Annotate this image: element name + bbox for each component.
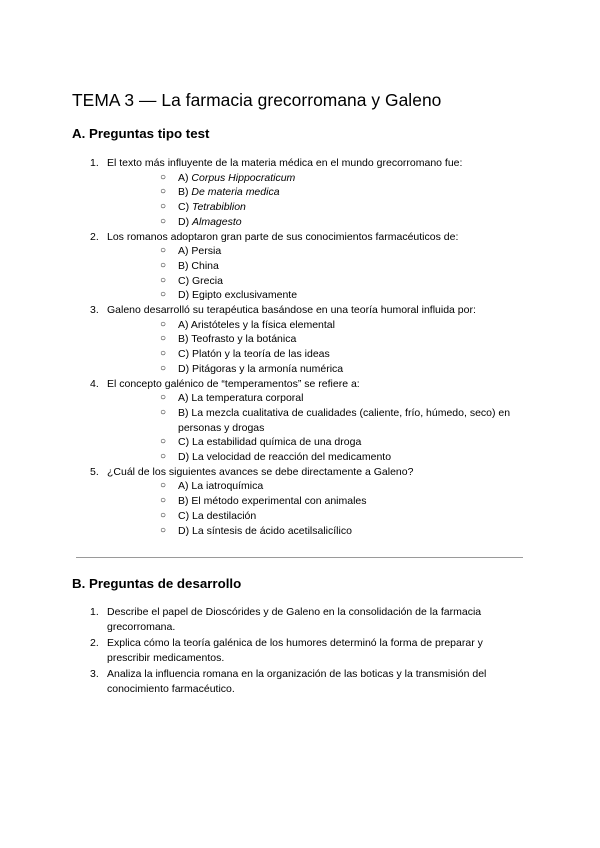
option-text: Corpus Hippocraticum xyxy=(191,171,296,184)
page-title: TEMA 3 — La farmacia grecorromana y Galeno xyxy=(72,90,442,110)
option-list xyxy=(107,391,532,465)
option-text: A) La iatroquímica xyxy=(178,480,264,493)
option-text: C) La destilación xyxy=(178,509,257,522)
circle-bullet-icon: ○ xyxy=(160,509,167,521)
option-a xyxy=(107,171,532,186)
option-letter: B) xyxy=(178,186,192,199)
option-text: B) Teofrasto y la botánica xyxy=(178,333,297,346)
circle-bullet-icon: ○ xyxy=(160,201,167,213)
question-number: 3. xyxy=(90,304,99,317)
question-text: El texto más influyente de la materia médica en el mundo grecorromano fue: xyxy=(107,157,463,169)
section-a-title: A. Preguntas tipo test xyxy=(72,126,210,141)
circle-bullet-icon: ○ xyxy=(160,245,167,257)
option-text: B) El método experimental con animales xyxy=(178,495,367,508)
option-text: De materia medica xyxy=(191,186,280,199)
option-list xyxy=(107,318,532,377)
option-d xyxy=(107,524,532,539)
circle-bullet-icon: ○ xyxy=(160,186,167,198)
circle-bullet-icon: ○ xyxy=(160,274,167,286)
option-text: D) La síntesis de ácido acetilsalicílico xyxy=(178,524,352,537)
option-letter: A) xyxy=(178,171,192,184)
option-text: Almagesto xyxy=(192,215,242,228)
question-text: Galeno desarrolló su terapéutica basándose en una teoría humoral influida por: xyxy=(107,304,476,317)
question-4 xyxy=(72,377,532,465)
option-text: C) La estabilidad química de una droga xyxy=(178,436,362,449)
option-list xyxy=(107,244,532,303)
question-1 xyxy=(72,156,532,230)
option-c xyxy=(107,200,532,215)
option-text: D) Egipto exclusivamente xyxy=(178,289,298,302)
option-text: A) La temperatura corporal xyxy=(178,392,304,405)
option-c xyxy=(107,347,532,362)
circle-bullet-icon: ○ xyxy=(160,171,167,183)
option-b xyxy=(107,406,532,435)
question-text: El concepto galénico de “temperamentos” se refiere a: xyxy=(107,377,360,390)
section-divider xyxy=(76,557,523,558)
question-5 xyxy=(72,465,532,539)
circle-bullet-icon: ○ xyxy=(160,259,167,271)
option-d xyxy=(107,215,532,230)
essay-question-1 xyxy=(72,605,517,636)
option-a xyxy=(107,479,532,494)
option-a xyxy=(107,391,532,406)
circle-bullet-icon: ○ xyxy=(160,348,167,360)
circle-bullet-icon: ○ xyxy=(160,289,167,301)
option-text: D) La velocidad de reacción del medicamento xyxy=(178,451,392,464)
option-d xyxy=(107,288,532,303)
circle-bullet-icon: ○ xyxy=(160,524,167,536)
circle-bullet-icon: ○ xyxy=(160,436,167,448)
option-text: Tetrabiblion xyxy=(192,201,246,214)
question-2 xyxy=(72,230,532,304)
essay-question-3 xyxy=(72,667,517,698)
option-text: B) China xyxy=(178,259,219,272)
option-letter: C) xyxy=(178,201,192,214)
option-list xyxy=(107,479,532,538)
multiple-choice-list xyxy=(72,156,532,538)
question-number: 2. xyxy=(90,230,99,243)
option-text: A) Aristóteles y la física elemental xyxy=(178,318,335,331)
option-c xyxy=(107,435,532,450)
question-text: ¿Cuál de los siguientes avances se debe directamente a Galeno? xyxy=(107,465,414,478)
option-a xyxy=(107,244,532,259)
option-text: D) Pitágoras y la armonía numérica xyxy=(178,362,344,375)
question-text: Analiza la influencia romana en la organización de las boticas y la transmisión del conocimiento farmacéutico. xyxy=(107,667,487,696)
option-text: C) Grecia xyxy=(178,274,223,287)
option-text: B) La mezcla cualitativa de cualidades (caliente, frío, húmedo, seco) en personas y drogas xyxy=(178,406,511,434)
question-number: 4. xyxy=(90,377,99,390)
question-number: 2. xyxy=(90,636,99,649)
question-number: 1. xyxy=(90,157,99,169)
option-c xyxy=(107,509,532,524)
circle-bullet-icon: ○ xyxy=(160,333,167,345)
question-text: Explica cómo la teoría galénica de los humores determinó la forma de preparar y prescribir medicamentos. xyxy=(107,636,483,665)
option-list xyxy=(107,171,532,230)
question-number: 5. xyxy=(90,465,99,478)
question-text: Describe el papel de Dioscórides y de Galeno en la consolidación de la farmacia grecorromana. xyxy=(107,606,482,634)
option-c xyxy=(107,274,532,289)
option-text: C) Platón y la teoría de las ideas xyxy=(178,348,330,361)
circle-bullet-icon: ○ xyxy=(160,318,167,330)
option-d xyxy=(107,362,532,377)
circle-bullet-icon: ○ xyxy=(160,362,167,374)
question-number: 3. xyxy=(90,667,99,680)
section-b-title: B. Preguntas de desarrollo xyxy=(72,576,242,591)
circle-bullet-icon: ○ xyxy=(160,480,167,492)
essay-question-list xyxy=(72,605,517,697)
circle-bullet-icon: ○ xyxy=(160,392,167,404)
option-a xyxy=(107,318,532,333)
option-letter: D) xyxy=(178,215,192,228)
circle-bullet-icon: ○ xyxy=(160,451,167,463)
circle-bullet-icon: ○ xyxy=(160,215,167,227)
essay-question-2 xyxy=(72,636,517,667)
option-b xyxy=(107,494,532,509)
option-b xyxy=(107,185,532,200)
question-number: 1. xyxy=(90,606,99,618)
option-b xyxy=(107,259,532,274)
question-text: Los romanos adoptaron gran parte de sus conocimientos farmacéuticos de: xyxy=(107,230,459,243)
circle-bullet-icon: ○ xyxy=(160,406,167,418)
circle-bullet-icon: ○ xyxy=(160,495,167,507)
option-b xyxy=(107,332,532,347)
question-3 xyxy=(72,303,532,377)
option-d xyxy=(107,450,532,465)
option-text: A) Persia xyxy=(178,245,222,258)
